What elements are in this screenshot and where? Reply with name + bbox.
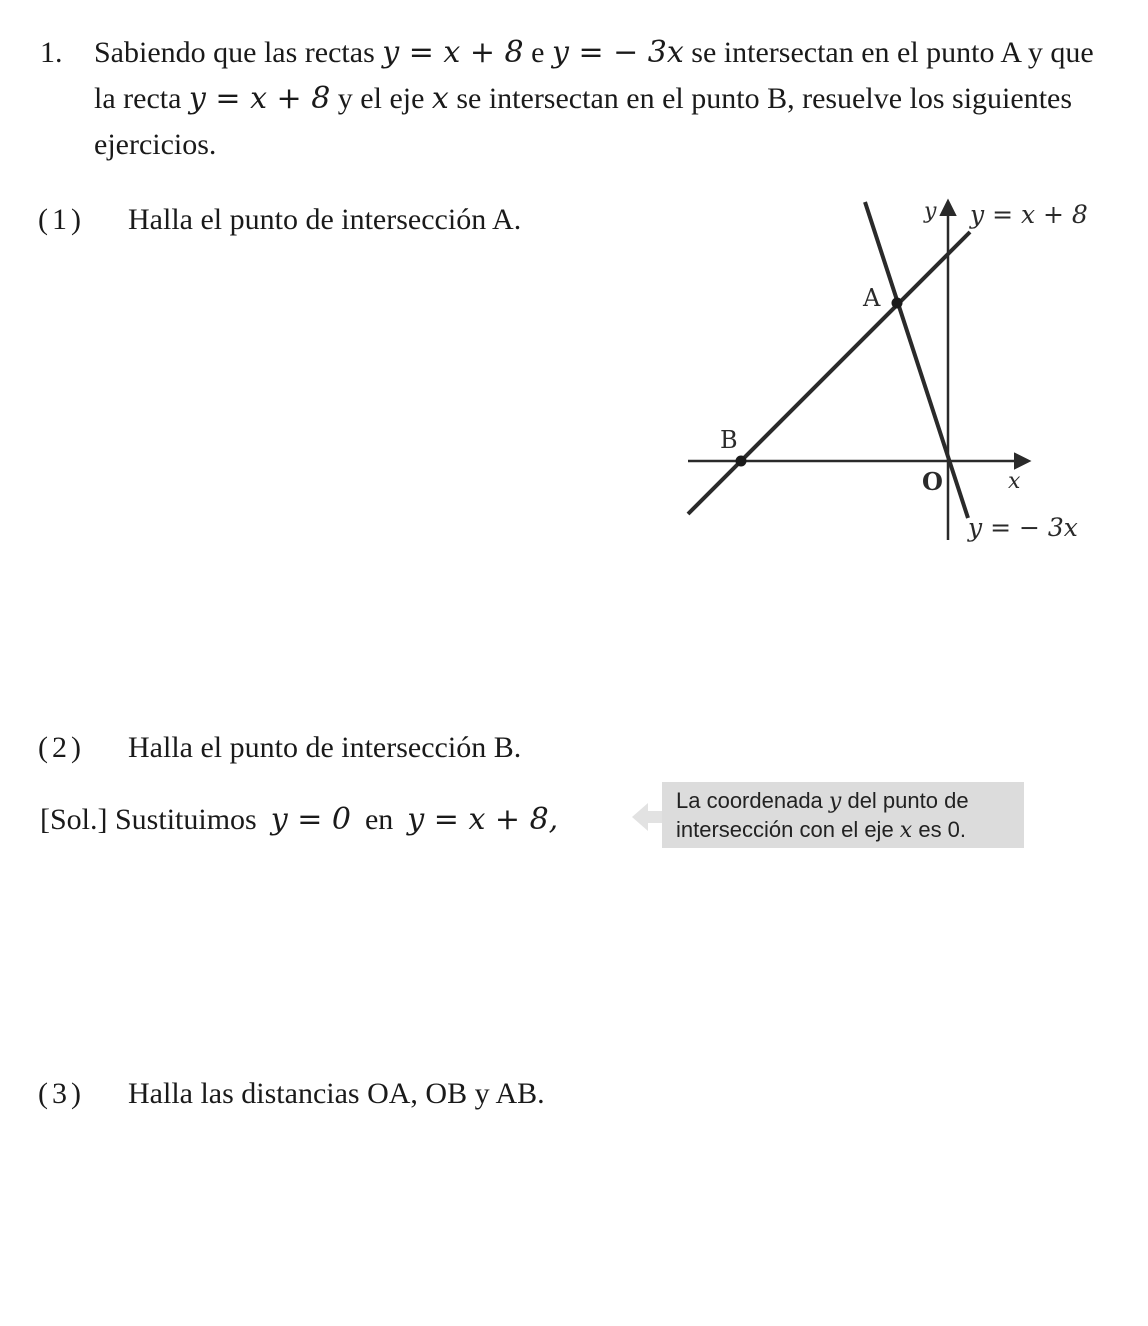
question-number: (3): [38, 1077, 85, 1110]
hint-text: del punto de: [841, 788, 969, 813]
x-variable: x: [431, 81, 449, 116]
problem-text-part: se intersectan en el punto A y que la recta: [94, 36, 1094, 115]
question-number: (2): [38, 731, 85, 764]
question-1: [38, 200, 521, 240]
question-text: Halla las distancias OA, OB y AB.: [128, 1077, 545, 1110]
point-b: [736, 456, 747, 467]
hint-variable: y: [828, 789, 842, 814]
line1-label: y = x + 8: [970, 200, 1088, 229]
x-axis-label: x: [1008, 469, 1021, 494]
question-3: [38, 1074, 545, 1114]
equation-line1: y = x + 8: [382, 35, 524, 70]
problem-text-part: e: [523, 36, 552, 69]
solution-line: [40, 800, 558, 840]
solution-equation-2: y = x + 8,: [407, 802, 559, 837]
hint-variable: x: [899, 818, 913, 843]
solution-label: [Sol.] Sustituimos: [40, 803, 257, 836]
hint-box: [662, 782, 1024, 848]
problem-text-part: y el eje: [330, 82, 432, 115]
solution-equation-1: y = 0: [270, 802, 351, 837]
y-axis-label: y: [924, 199, 937, 224]
hint-line-2: [676, 816, 1010, 845]
problem-text-part: se intersectan en el punto B, resuelve los siguientes ejercicios.: [94, 82, 1073, 161]
hint-arrow-icon: [632, 800, 666, 834]
hint-line-1: [676, 787, 1010, 816]
problem-text-part: Sabiendo que las rectas: [94, 36, 383, 69]
origin-label: O: [922, 467, 943, 496]
question-number: (1): [38, 203, 85, 236]
problem-statement: [40, 30, 1110, 168]
equation-line2: y = − 3x: [551, 35, 684, 70]
coordinate-graph: [680, 190, 1110, 550]
line2-label: y = − 3x: [968, 513, 1078, 542]
question-text: Halla el punto de intersección B.: [128, 731, 522, 764]
hint-text: La coordenada: [676, 788, 829, 813]
problem-text: [94, 30, 1110, 168]
hint-text: es 0.: [912, 817, 967, 842]
question-2: [38, 728, 521, 768]
point-b-label: B: [720, 426, 738, 454]
solution-connector: en: [364, 803, 394, 836]
point-a-label: A: [863, 284, 881, 312]
problem-number: 1.: [40, 36, 63, 69]
equation-line1-repeat: y = x + 8: [188, 81, 331, 116]
question-text: Halla el punto de intersección A.: [128, 203, 522, 236]
hint-text: intersección con el eje: [676, 817, 900, 842]
point-a: [892, 298, 903, 309]
